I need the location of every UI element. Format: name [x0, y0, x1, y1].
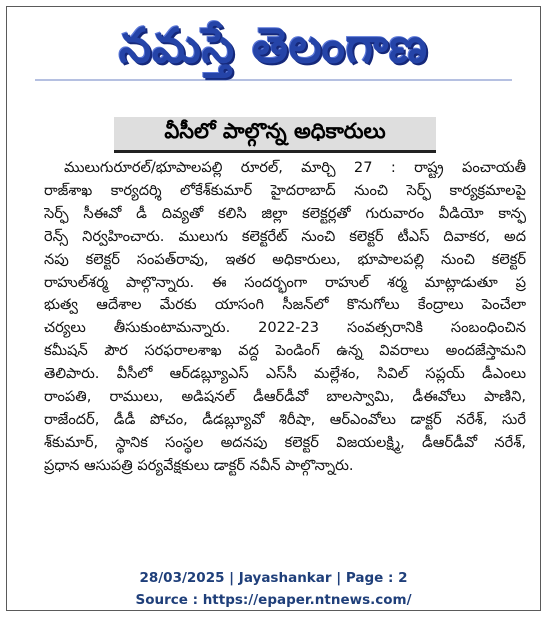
article-line: రాంపతి, రాములు, అడిషనల్‌ డీఆర్‌డీవో బాలస్వామి, డీఈవోలు పాణిని, [44, 388, 526, 406]
masthead-divider [35, 79, 512, 81]
article-line: సెర్ఫ్‌ సీఈవో డీ దివ్యతో కలిసి జిల్లా కలెక్టర్లతో గురువారం వీడియో కాన్ఫ [44, 204, 526, 222]
article-body [44, 157, 526, 478]
article-line: రాజ్‌శాఖ కార్యదర్శి లోకేశ్‌కుమార్‌ హైదరాబాద్‌ నుంచి సెర్ఫ్‌ కార్యక్రమాలపై [44, 181, 526, 199]
article-line: కమీషన్‌ పౌర సరఫరాలశాఖ వద్ద పెండింగ్‌ ఉన్న వివరాలు అందజేస్తామని [44, 342, 526, 360]
headline-banner [114, 117, 436, 153]
article-line: శ్‌కుమార్‌, స్థానిక సంస్థల అదనపు కలెక్టర్‌ విజయలక్ష్మి, డీఆర్‌డీవో నరేశ్‌, [44, 433, 526, 451]
article-line: రాహుల్‌శర్మ పాల్గొన్నారు. ఈ సందర్భంగా రాహుల్‌ శర్మ మాట్లాడుతూ ప్ర [44, 273, 526, 291]
publication-info: 28/03/2025 | Jayashankar | Page : 2 [139, 570, 408, 586]
clipping-frame [6, 6, 541, 611]
article-line: భుత్వ ఆదేశాల మేరకు యాసంగి సీజన్‌లో కొనుగోలు కేంద్రాలు పెంచేలా [44, 296, 526, 314]
source-link[interactable]: Source : https://epaper.ntnews.com/ [135, 592, 412, 608]
masthead-logo: నమస్తే తెలంగాణ [118, 16, 429, 74]
article-headline: వీసీలో పాల్గొన్న అధికారులు [164, 118, 386, 143]
article-line: నపు కలెక్టర్‌ సంపత్‌రావు, ఇతర అధికారులు, భూపాలపల్లి నుంచి కలెక్టర్‌ [44, 250, 526, 268]
article-line: రాజేందర్‌, డీడీ పోచం, డీడబ్ల్యూవో శిరీషా, ఆర్‌ఎంవోలు డాక్టర్‌ నరేశ్‌, సురే [44, 410, 526, 428]
article-line: చర్యలు తీసుకుంటామన్నారు. 2022-23 సంవత్సరానికి సంబంధించిన [44, 319, 526, 337]
article-line: తెలిపారు. వీసీలో ఆర్‌డబ్ల్యూఎస్‌ ఎస్‌సీ మల్లేశం, సివిల్‌ సప్లయ్‌ డీఎంలు [44, 365, 526, 383]
article-line: రెన్స్‌ నిర్వహించారు. ములుగు కలెక్టరేట్‌ నుంచి కలెక్టర్‌ టీఎస్‌ దివాకర, అద [44, 227, 526, 245]
article-line: ప్రధాన ఆసుపత్రి పర్యవేక్షకులు డాక్టర్‌ నవీన్‌ పాల్గొన్నారు. [44, 456, 354, 474]
article-line: ములుగురూరల్‌/భూపాలపల్లి రూరల్‌, మార్చి 27 : రాష్ట్ర పంచాయతీ [64, 159, 526, 176]
